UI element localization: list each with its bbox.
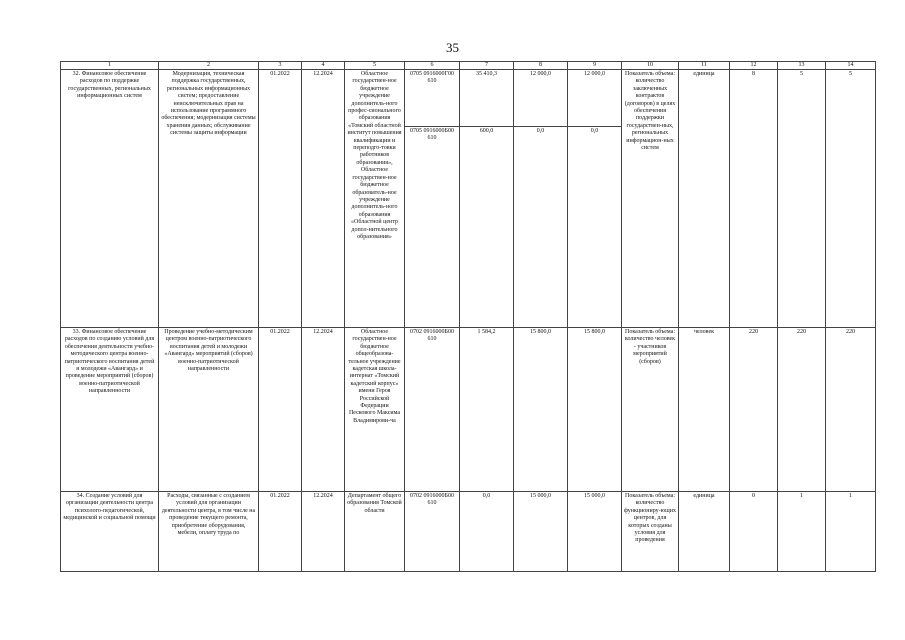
table-row <box>61 492 876 572</box>
measure-description: Проведение учебно-методическим центром военно-патриотического воспитания детей и молодежи «Авангард» мероприятий (сборов) военно-патриотической направленности <box>159 328 259 492</box>
value-col12: 0 <box>730 492 778 572</box>
unit: человек <box>679 328 730 492</box>
executor: Департамент общего образования Томской области <box>345 492 405 572</box>
year2-cell <box>514 70 568 328</box>
funding-total: 0,0 <box>460 492 514 572</box>
column-number: 7 <box>460 62 514 70</box>
measure-name: 32. Финансовое обеспечение расходов по поддержке государственных, региональных информационных систем <box>61 70 159 328</box>
funding-year3: 12 000,0 <box>568 70 621 127</box>
funding-year3: 15 800,0 <box>568 328 622 492</box>
unit: единица <box>679 70 730 328</box>
table-row <box>61 328 876 492</box>
column-number: 10 <box>622 62 679 70</box>
column-number: 9 <box>568 62 622 70</box>
column-number: 5 <box>345 62 405 70</box>
funding-year3: 0,0 <box>590 128 599 134</box>
value-col14: 5 <box>826 70 876 328</box>
program-table <box>60 61 876 572</box>
column-number: 6 <box>405 62 460 70</box>
start-date: 01.2022 <box>259 328 302 492</box>
indicator: Показатель объема: количество функциониру-ющих центров, для которых созданы условия для проведения <box>622 492 679 572</box>
unit: единица <box>679 492 730 572</box>
column-number-row <box>61 62 876 70</box>
measure-description: Расходы, связанные с созданием условий для организации деятельности центра, в том числе на проведение текущего ремонта, приобретение оборудования, мебели, оплату труда по <box>159 492 259 572</box>
funding-year2: 15 000,0 <box>514 492 568 572</box>
end-date: 12.2024 <box>302 492 345 572</box>
funding-year2: 15 800,0 <box>514 328 568 492</box>
page-number: 35 <box>446 40 459 55</box>
measure-name: 33. Финансовое обеспечение расходов по созданию условий для обеспечения деятельности учебно-методического центра военно-патриотического воспитания детей и молодежи «Авангард» и проведение мероприятий (сборов) военно-патриотической направленности <box>61 328 159 492</box>
start-date: 01.2022 <box>259 492 302 572</box>
value-col12: 8 <box>730 70 778 328</box>
column-number: 12 <box>730 62 778 70</box>
column-number: 13 <box>778 62 826 70</box>
funding-year3: 15 000,0 <box>568 492 622 572</box>
executor: Областное государствен-ное бюджетное общеобразова-тельное учреждение кадетская школа-интернат «Томский кадетский корпус» имени Героя Российской Федерации Пескового Максима Владимирови-ча <box>345 328 405 492</box>
measure-name: 34. Создание условий для организации деятельности центра психолого-педагогической, медицинской и социальной помощи <box>61 492 159 572</box>
column-number: 3 <box>259 62 302 70</box>
funding-year2: 0,0 <box>536 128 545 134</box>
column-number: 8 <box>514 62 568 70</box>
column-number: 14 <box>826 62 876 70</box>
table-row <box>61 70 876 328</box>
value-col12: 220 <box>730 328 778 492</box>
budget-code: 0702 0916000Б00 610 <box>405 492 460 572</box>
funding-year2: 12 000,0 <box>514 70 567 127</box>
value-col14: 220 <box>826 328 876 492</box>
funding-total: 600,0 <box>479 128 494 134</box>
total-cell <box>460 70 514 328</box>
budget-code: 0705 0916000Б00 610 <box>410 128 454 142</box>
end-date: 12.2024 <box>302 70 345 328</box>
funding-total: 1 584,2 <box>460 328 514 492</box>
indicator: Показатель объема: количество человек - участников мероприятий (сборов) <box>622 328 679 492</box>
budget-code-cell <box>405 70 460 328</box>
funding-total: 35 410,3 <box>460 70 513 127</box>
value-col14: 1 <box>826 492 876 572</box>
column-number: 2 <box>159 62 259 70</box>
column-number: 11 <box>679 62 730 70</box>
end-date: 12.2024 <box>302 328 345 492</box>
start-date: 01.2022 <box>259 70 302 328</box>
budget-code: 0702 0916000Б00 610 <box>405 328 460 492</box>
value-col13: 1 <box>778 492 826 572</box>
budget-code: 0705 0916000Г00 610 <box>405 70 459 127</box>
executor: Областное государствен-ное бюджетное учреждение дополнитель-ного профес-сионального образования «Томский областной институт повышения квалификации и переподго-товки работников образования», Областное государствен-ное бюджетное образователь-ное учреждение дополнитель-ного образования «Областной центр допол-нительного образования» <box>345 70 405 328</box>
column-number: 1 <box>61 62 159 70</box>
year3-cell <box>568 70 622 328</box>
value-col13: 220 <box>778 328 826 492</box>
indicator: Показатель объема: количество заключенных контрактов (договоров) в целях обеспечения поддержки государствен-ных, региональных информацион-ных систем <box>622 70 679 328</box>
column-number: 4 <box>302 62 345 70</box>
measure-description: Модернизация, техническая поддержка государственных, региональных информационных систем; предоставление неисключительных прав на использование программного обеспечения; модернизация системы хранения данных; обслуживание системы защиты информации <box>159 70 259 328</box>
value-col13: 5 <box>778 70 826 328</box>
